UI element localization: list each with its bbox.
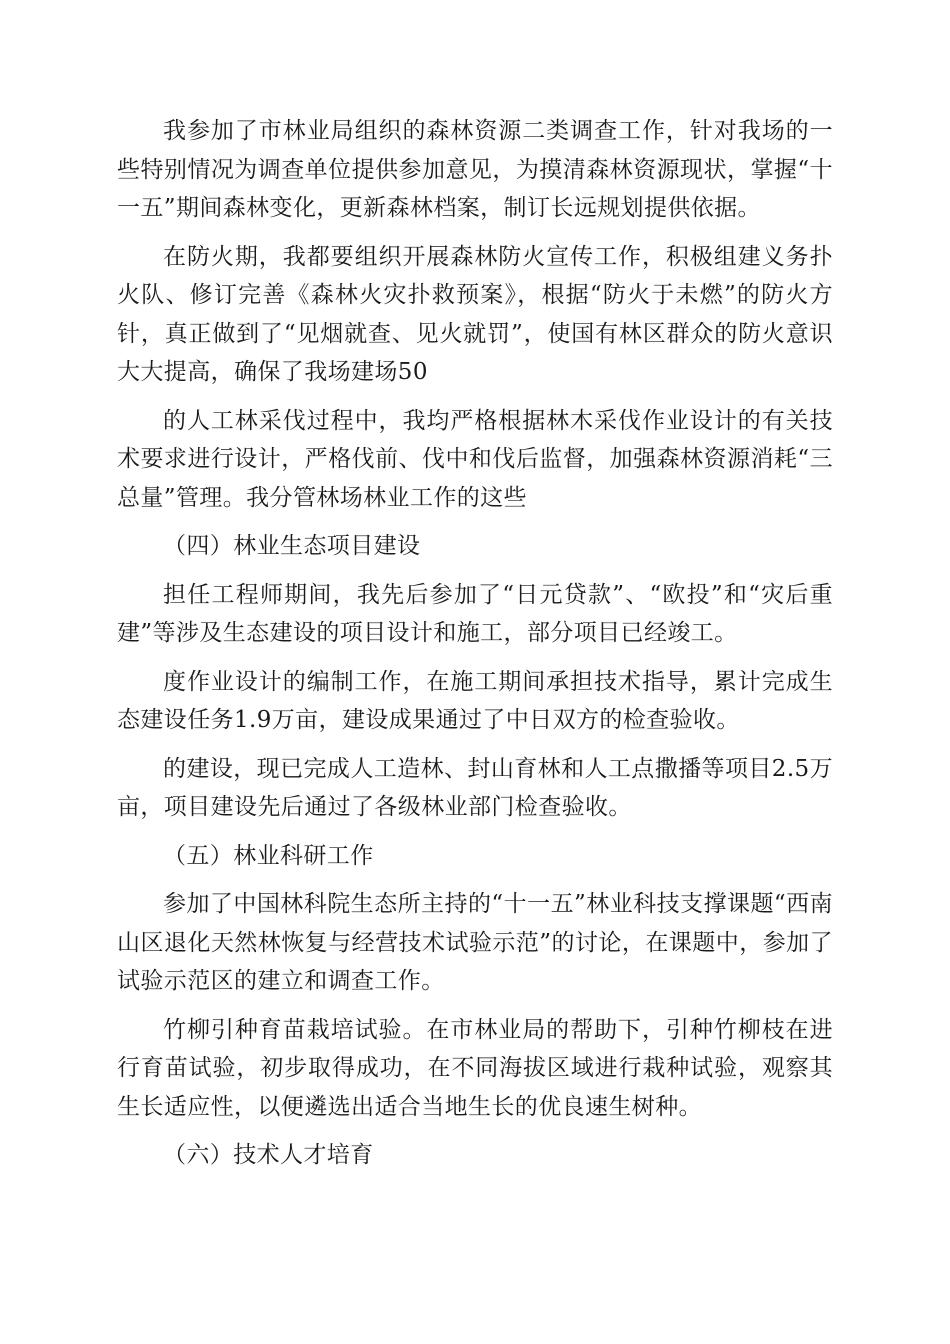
paragraph-afforestation: 的建设，现已完成人工造林、封山育林和人工点撒播等项目2.5万亩，项目建设先后通过了各级林业部门检查验收。 bbox=[117, 755, 833, 820]
paragraph-research-project: 参加了中国林科院生态所主持的“十一五”林业科技支撑课题“西南山区退化天然林恢复与经营技术试验示范”的讨论，在课题中，参加了试验示范区的建立和调查工作。 bbox=[117, 891, 833, 994]
section-heading-research: （五）林业科研工作 bbox=[163, 842, 374, 869]
paragraph-logging: 的人工林采伐过程中，我均严格根据林木采伐作业设计的有关技术要求进行设计，严格伐前、伐中和伐后监督，加强森林资源消耗“三总量”管理。我分管林场林业工作的这些 bbox=[117, 407, 833, 511]
paragraph-survey: 我参加了市林业局组织的森林资源二类调查工作，针对我场的一些特别情况为调查单位提供参加意见，为摸清森林资源现状，掌握“十一五”期间森林变化，更新森林档案，制订长远规划提供依据。 bbox=[117, 118, 833, 221]
paragraph-bamboo-willow-trial: 竹柳引种育苗栽培试验。在市林业局的帮助下，引种竹柳枝在进行育苗试验，初步取得成功，在不同海拔区域进行栽种试验，观察其生长适应性，以便遴选出适合当地生长的优良速生树种。 bbox=[117, 1016, 833, 1120]
paragraph-design-work: 度作业设计的编制工作，在施工期间承担技术指导，累计完成生态建设任务1.9万亩，建设成果通过了中日双方的检查验收。 bbox=[117, 668, 833, 733]
document-body bbox=[117, 112, 833, 1185]
section-heading-talent: （六）技术人才培育 bbox=[163, 1142, 374, 1168]
section-heading-ecology-projects: （四）林业生态项目建设 bbox=[163, 533, 421, 559]
paragraph-fire-prevention: 在防火期，我都要组织开展森林防火宣传工作，积极组建义务扑火队、修订完善《森林火灾扑救预案》，根据“防火于未燃”的防火方针，真正做到了“见烟就查、见火就罚”，使国有林区群众的防火意识大大提高，确保了我场建场50 bbox=[117, 243, 833, 385]
paragraph-project-participation: 担任工程师期间，我先后参加了“日元贷款”、“欧投”和“灾后重建”等涉及生态建设的项目设计和施工，部分项目已经竣工。 bbox=[117, 581, 833, 646]
